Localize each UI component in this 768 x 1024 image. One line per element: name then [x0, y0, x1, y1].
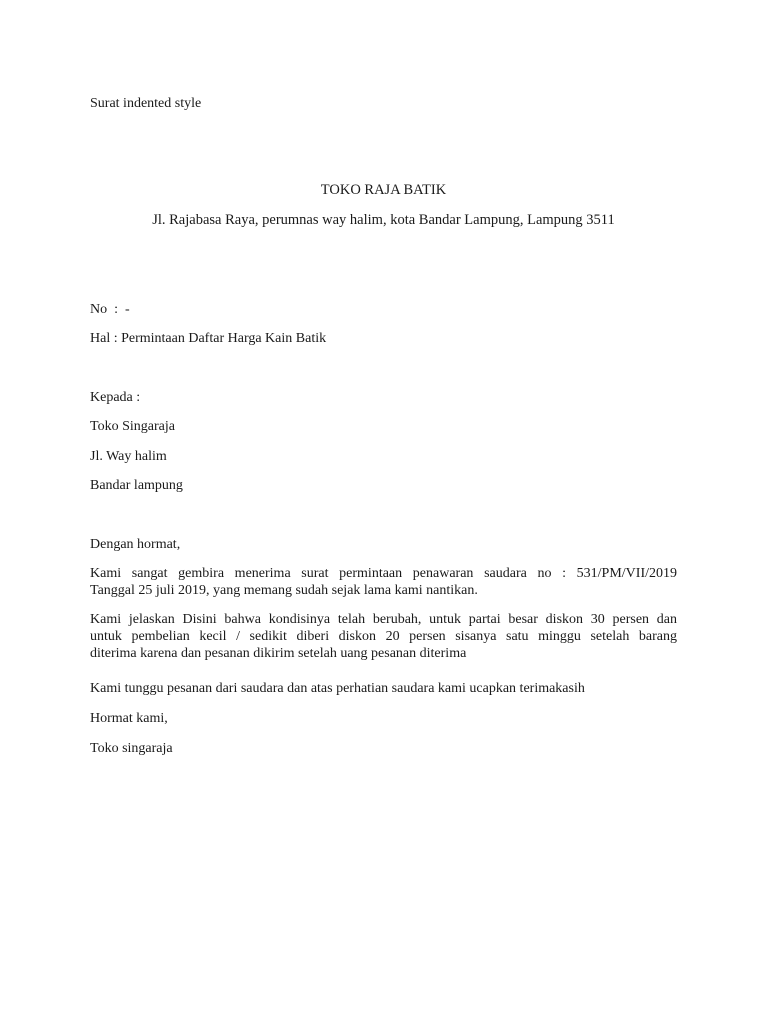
paragraph-1-line-1: Kami sangat gembira menerima surat permintaan penawaran saudara no : 531/PM/VII/2019 [90, 566, 677, 581]
salutation: Dengan hormat, [90, 537, 181, 552]
recipient-name: Toko Singaraja [90, 419, 175, 434]
paragraph-2-line-3: diterima karena dan pesanan dikirim setelah uang pesanan diterima [90, 646, 467, 661]
paragraph-2-line-2: untuk pembelian kecil / sedikit diberi diskon 20 persen sisanya satu minggu setelah barang [90, 629, 677, 644]
closing: Hormat kami, [90, 711, 168, 726]
company-name: TOKO RAJA BATIK [320, 182, 447, 198]
recipient-city: Bandar lampung [90, 478, 183, 493]
paragraph-2-line-1: Kami jelaskan Disini bahwa kondisinya telah berubah, untuk partai besar diskon 30 persen dan [90, 612, 677, 627]
document-heading: Surat indented style [90, 96, 202, 111]
company-address: Jl. Rajabasa Raya, perumnas way halim, kota Bandar Lampung, Lampung 3511 [152, 212, 615, 228]
recipient-street: Jl. Way halim [90, 449, 167, 464]
paragraph-1 [90, 565, 677, 599]
paragraph-3: Kami tunggu pesanan dari saudara dan atas perhatian saudara kami ucapkan terimakasih [90, 681, 585, 696]
paragraph-2 [90, 611, 677, 662]
paragraph-1-line-2: Tanggal 25 juli 2019, yang memang sudah sejak lama kami nantikan. [90, 583, 478, 598]
signature: Toko singaraja [90, 741, 173, 756]
recipient-label: Kepada : [90, 390, 141, 405]
letter-subject: Hal : Permintaan Daftar Harga Kain Batik [90, 331, 327, 346]
letter-number: No : - [90, 302, 130, 317]
